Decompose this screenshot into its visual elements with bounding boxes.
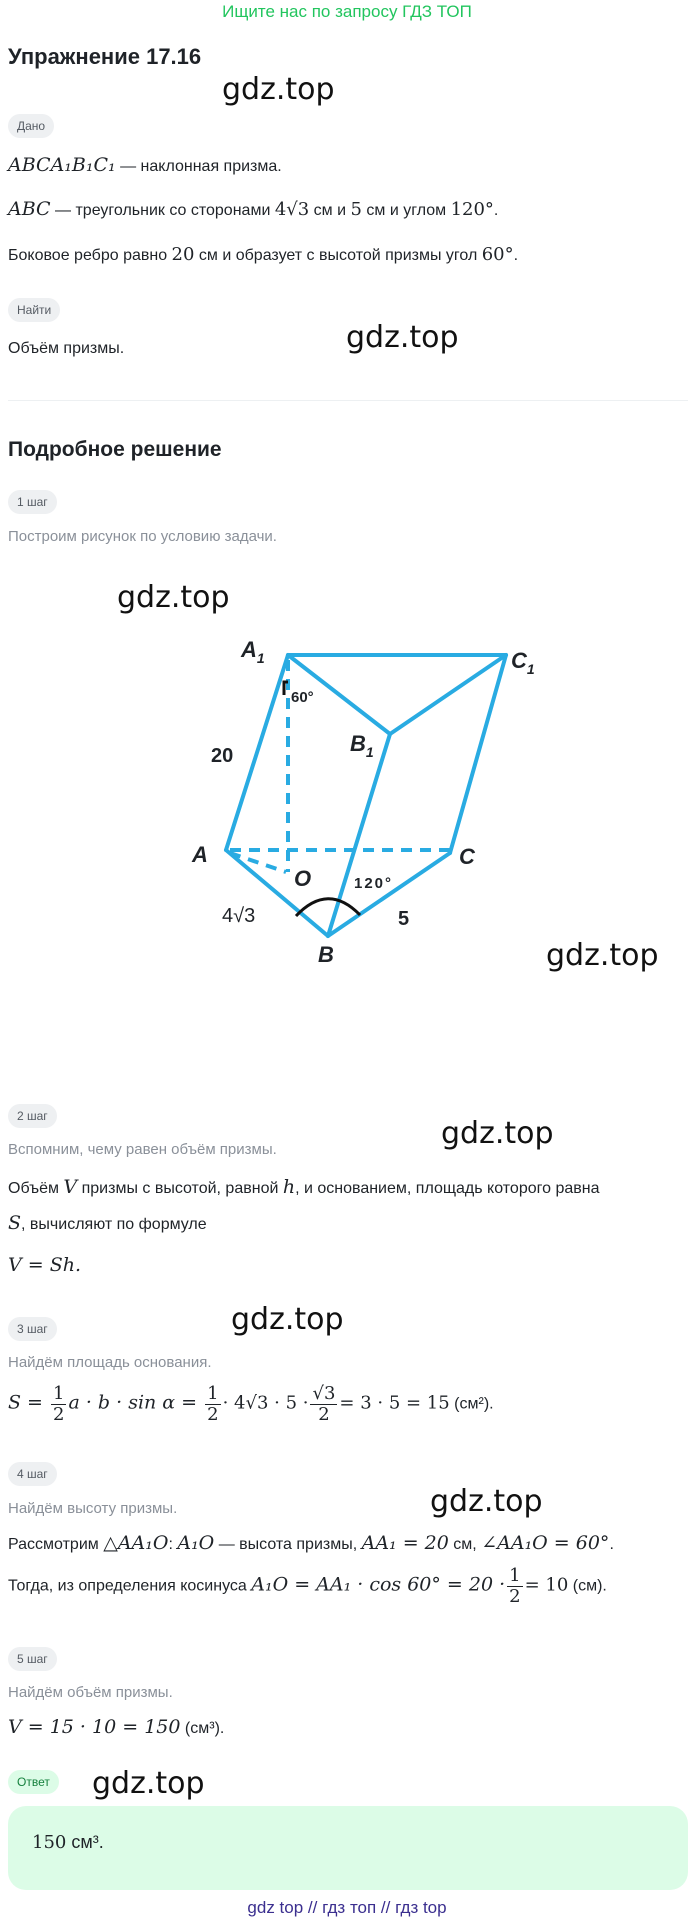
side-bc-label: 5 xyxy=(398,908,410,930)
formula-part: S = xyxy=(8,1391,50,1414)
given-line-2 xyxy=(8,198,498,220)
step-5-description: Найдём объём призмы. xyxy=(8,1684,173,1701)
search-hint-link[interactable]: Ищите нас по запросу ГДЗ ТОП xyxy=(222,2,472,21)
volume-unit: (см³). xyxy=(180,1720,225,1737)
watermark: gdz.top xyxy=(117,580,230,615)
given-text: — треугольник со сторонами xyxy=(50,202,275,219)
area-unit: (см²). xyxy=(449,1395,494,1413)
watermark: gdz.top xyxy=(346,320,459,355)
step-4-description: Найдём высоту призмы. xyxy=(8,1500,178,1517)
step-2-text: Объём xyxy=(8,1180,64,1197)
given-text: см и образует с высотой призмы угол xyxy=(194,247,482,264)
given-triangle-name: ABC xyxy=(8,198,51,220)
edge-equation: AA₁ = 20 xyxy=(361,1532,449,1554)
answer-unit: см³. xyxy=(66,1832,104,1852)
side-ab-label: 4√3 xyxy=(222,905,256,927)
given-value: 5 xyxy=(350,199,362,220)
watermark: gdz.top xyxy=(430,1484,543,1519)
given-text: — наклонная призма. xyxy=(115,158,282,175)
given-text: см и углом xyxy=(361,202,451,219)
watermark: gdz.top xyxy=(92,1766,205,1801)
step-2-description: Вспомним, чему равен объём призмы. xyxy=(8,1141,277,1158)
exercise-title: Упражнение 17.16 xyxy=(8,44,202,69)
volume-symbol: V xyxy=(63,1176,78,1198)
vertex-a-label: A xyxy=(192,842,208,867)
given-text: см и xyxy=(309,202,351,219)
formula-part: a · b · sin α = xyxy=(68,1391,204,1414)
watermark: gdz.top xyxy=(231,1302,344,1337)
given-value: 20 xyxy=(171,244,195,265)
prism-edges xyxy=(226,655,506,936)
step-2-text: , вычисляют по формуле xyxy=(21,1216,207,1233)
step-5-formula-line xyxy=(8,1716,224,1738)
given-text: . xyxy=(493,202,499,219)
point-o-label: O xyxy=(294,866,312,891)
height-formula: A₁O = AA₁ · cos 60° = 20 · xyxy=(251,1573,506,1596)
formula-part: · 4√3 · 5 · xyxy=(222,1392,309,1414)
prism-figure xyxy=(0,620,694,980)
angle-arc-bottom xyxy=(296,899,360,916)
watermark: gdz.top xyxy=(222,72,335,107)
fraction-one-half: $\frac{1}{2}$ xyxy=(207,1383,219,1425)
vertex-a1-label: $A_1$ xyxy=(241,637,265,666)
angle-120-label: 120° xyxy=(354,875,394,892)
step-5-badge: 5 шаг xyxy=(8,1647,57,1671)
step-3-badge: 3 шаг xyxy=(8,1317,57,1341)
height-symbol: h xyxy=(282,1176,296,1198)
height-unit: (см). xyxy=(568,1577,607,1595)
fraction-sqrt3-over-2: $\frac{√3}{2}$ xyxy=(312,1383,336,1425)
step-4-line-2 xyxy=(8,1566,607,1607)
vertex-b1-label: $B_1$ xyxy=(350,731,374,760)
edge-bc xyxy=(328,853,450,936)
given-prism-name: ABCA₁B₁C₁ xyxy=(8,154,116,176)
step-4-text: Тогда, из определения косинуса xyxy=(8,1577,252,1595)
edge-length-label: 20 xyxy=(211,745,234,767)
step-2-badge: 2 шаг xyxy=(8,1104,57,1128)
find-text: Объём призмы. xyxy=(8,340,125,357)
given-badge: Дано xyxy=(8,114,54,138)
fraction-one-half: $\frac{1}{2}$ xyxy=(53,1383,65,1425)
area-symbol: S xyxy=(8,1212,22,1234)
step-1-badge: 1 шаг xyxy=(8,490,57,514)
edge-c1c xyxy=(450,655,506,853)
answer-text xyxy=(32,1832,104,1853)
step-4-badge: 4 шаг xyxy=(8,1462,57,1486)
given-value: 120° xyxy=(450,199,494,220)
solution-title: Подробное решение xyxy=(8,438,222,461)
step-4-text: . xyxy=(609,1536,614,1553)
volume-formula: V = Sh. xyxy=(8,1254,82,1276)
step-4-text: см, xyxy=(448,1536,482,1553)
step-4-text: : xyxy=(168,1536,178,1553)
step-4-text: — высота призмы, xyxy=(214,1536,362,1553)
given-text: Боковое ребро равно xyxy=(8,247,172,264)
angle-equation: ∠AA₁O = 60° xyxy=(481,1532,610,1554)
hidden-lines xyxy=(230,660,450,872)
given-value: 4√3 xyxy=(274,199,310,220)
fraction-one-half: $\frac{1}{2}$ xyxy=(509,1565,521,1607)
height-result: = 10 xyxy=(524,1574,569,1596)
edge-b1b xyxy=(328,734,390,936)
step-2-line-2 xyxy=(8,1212,207,1234)
step-1-description: Построим рисунок по условию задачи. xyxy=(8,528,277,545)
find-badge: Найти xyxy=(8,298,60,322)
step-4-line-1 xyxy=(8,1532,614,1554)
vertex-c1-label: $C_1$ xyxy=(511,648,535,677)
step-3-description: Найдём площадь основания. xyxy=(8,1354,212,1371)
answer-badge: Ответ xyxy=(8,1770,59,1794)
step-2-text: , и основанием, площадь которого равна xyxy=(295,1180,600,1197)
vertex-b-label: B xyxy=(318,942,334,967)
footer-links[interactable]: gdz top // гдз топ // гдз top xyxy=(247,1898,447,1917)
given-line-3 xyxy=(8,244,518,265)
edge-a1a xyxy=(226,655,288,850)
step-2-text: призмы с высотой, равной xyxy=(77,1180,283,1197)
triangle-symbol: △AA₁O xyxy=(103,1532,169,1554)
watermark: gdz.top xyxy=(546,938,659,973)
vertex-c-label: C xyxy=(459,844,475,869)
section-divider xyxy=(8,400,688,401)
given-line-1 xyxy=(8,154,282,176)
given-text: . xyxy=(513,247,519,264)
formula-part: = 3 · 5 = 15 xyxy=(339,1392,450,1414)
volume-calculation: V = 15 · 10 = 150 xyxy=(8,1716,181,1738)
angle-60-label: 60° xyxy=(291,689,314,706)
watermark: gdz.top xyxy=(441,1116,554,1151)
answer-value: 150 xyxy=(32,1832,67,1853)
segment-symbol: A₁O xyxy=(177,1532,215,1554)
step-2-line-1 xyxy=(8,1176,599,1198)
step-4-text: Рассмотрим xyxy=(8,1536,104,1553)
given-value: 60° xyxy=(481,244,514,265)
area-formula xyxy=(8,1384,494,1425)
answer-box xyxy=(8,1806,688,1890)
